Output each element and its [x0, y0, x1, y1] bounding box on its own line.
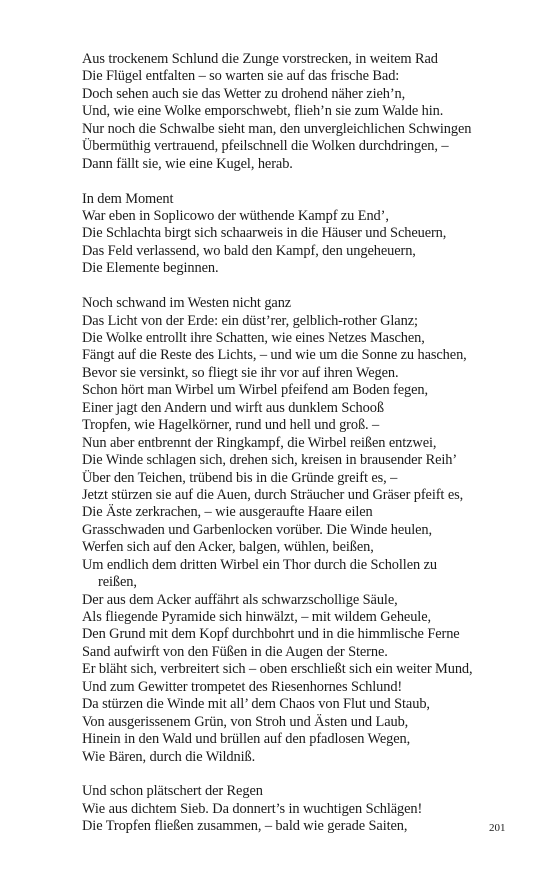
verse-line: Nur noch die Schwalbe sieht man, den unvergleichlichen Schwingen — [82, 120, 472, 137]
verse-line: Jetzt stürzen sie auf die Auen, durch Sträucher und Gräser pfeift es, — [82, 486, 464, 503]
page-number: 201 — [489, 822, 506, 834]
stanza-1 — [82, 51, 522, 173]
stanza-4 — [82, 783, 522, 835]
verse-line: Wie aus dichtem Sieb. Da donnert’s in wuchtigen Schlägen! — [82, 800, 423, 817]
verse-line: Die Flügel entfalten – so warten sie auf das frische Bad: — [82, 68, 400, 85]
verse-line: Die Wolke entrollt ihre Schatten, wie eines Netzes Maschen, — [82, 330, 425, 346]
stanza-3 — [82, 295, 522, 766]
verse-line: Nun aber entbrennt der Ringkampf, die Wirbel reißen entzwei, — [82, 434, 437, 451]
verse-line-continuation: reißen, — [98, 574, 137, 591]
verse-line: Und, wie eine Wolke emporschwebt, flieh’n sie zum Walde hin. — [82, 103, 444, 120]
verse-line: Von ausgerissenem Grün, von Stroh und Ästen und Laub, — [82, 713, 409, 730]
verse-line: In dem Moment — [82, 190, 174, 207]
verse-line: Er bläht sich, verbreitert sich – oben erschließt sich ein weiter Mund, — [82, 661, 473, 678]
verse-line: Übermüthig vertrauend, pfeilschnell die Wolken durchdringen, – — [82, 138, 449, 155]
verse-line: Tropfen, wie Hagelkörner, rund und hell und groß. – — [82, 417, 380, 434]
verse-line: Das Licht von der Erde: ein düst’rer, gelblich-rother Glanz; — [82, 312, 418, 329]
verse-line: Werfen sich auf den Acker, balgen, wühlen, beißen, — [82, 539, 374, 556]
verse-line: Die Winde schlagen sich, drehen sich, kreisen in brausender Reih’ — [82, 452, 458, 469]
verse-line: Fängt auf die Reste des Lichts, – und wie um die Sonne zu haschen, — [82, 347, 467, 364]
verse-line: Hinein in den Wald und brüllen auf den pfadlosen Wegen, — [82, 731, 411, 748]
verse-line: Als fliegende Pyramide sich hinwälzt, – mit wildem Geheule, — [82, 609, 431, 625]
verse-line: Aus trockenem Schlund die Zunge vorstrecken, in weitem Rad — [82, 51, 438, 67]
verse-line: Da stürzen die Winde mit all’ dem Chaos von Flut und Staub, — [82, 696, 430, 713]
verse-line: Bevor sie versinkt, so fliegt sie ihr vor auf ihren Wegen. — [82, 364, 399, 381]
verse-line: Grasschwaden und Garbenlocken vorüber. Die Winde heulen, — [82, 521, 433, 538]
stanza-2 — [82, 191, 522, 278]
verse-line: Noch schwand im Westen nicht ganz — [82, 295, 292, 312]
verse-line: Die Elemente beginnen. — [82, 260, 219, 277]
verse-line: Über den Teichen, trübend bis in die Gründe greift es, – — [82, 469, 398, 486]
verse-line: Sand aufwirft von den Füßen in die Augen der Sterne. — [82, 643, 388, 660]
verse-line: Wie Bären, durch die Wildniß. — [82, 748, 256, 765]
verse-line: Um endlich dem dritten Wirbel ein Thor durch die Schollen zu — [82, 556, 437, 573]
verse-line: Dann fällt sie, wie eine Kugel, herab. — [82, 155, 293, 172]
verse-line: Schon hört man Wirbel um Wirbel pfeifend am Boden fegen, — [82, 382, 428, 399]
verse-line: Doch sehen auch sie das Wetter zu drohend näher zieh’n, — [82, 85, 406, 102]
verse-line: Der aus dem Acker auffährt als schwarzschollige Säule, — [82, 591, 398, 608]
verse-line: War eben in Soplicowo der wüthende Kampf zu End’, — [82, 207, 389, 224]
verse-line: Einer jagt den Andern und wirft aus dunklem Schooß — [82, 399, 384, 416]
verse-line: Die Schlachta birgt sich schaarweis in die Häuser und Scheuern, — [82, 225, 447, 242]
verse-line: Und schon plätschert der Regen — [82, 783, 263, 800]
verse-line: Das Feld verlassend, wo bald den Kampf, den ungeheuern, — [82, 242, 416, 259]
verse-line: Die Tropfen fließen zusammen, – bald wie gerade Saiten, — [82, 818, 408, 835]
verse-line: Und zum Gewitter trompetet des Riesenhornes Schlund! — [82, 678, 403, 695]
verse-line: Den Grund mit dem Kopf durchbohrt und in die himmlische Ferne — [82, 626, 460, 643]
poem-text — [82, 51, 522, 836]
verse-line: Die Äste zerkrachen, – wie ausgeraufte Haare eilen — [82, 504, 373, 521]
